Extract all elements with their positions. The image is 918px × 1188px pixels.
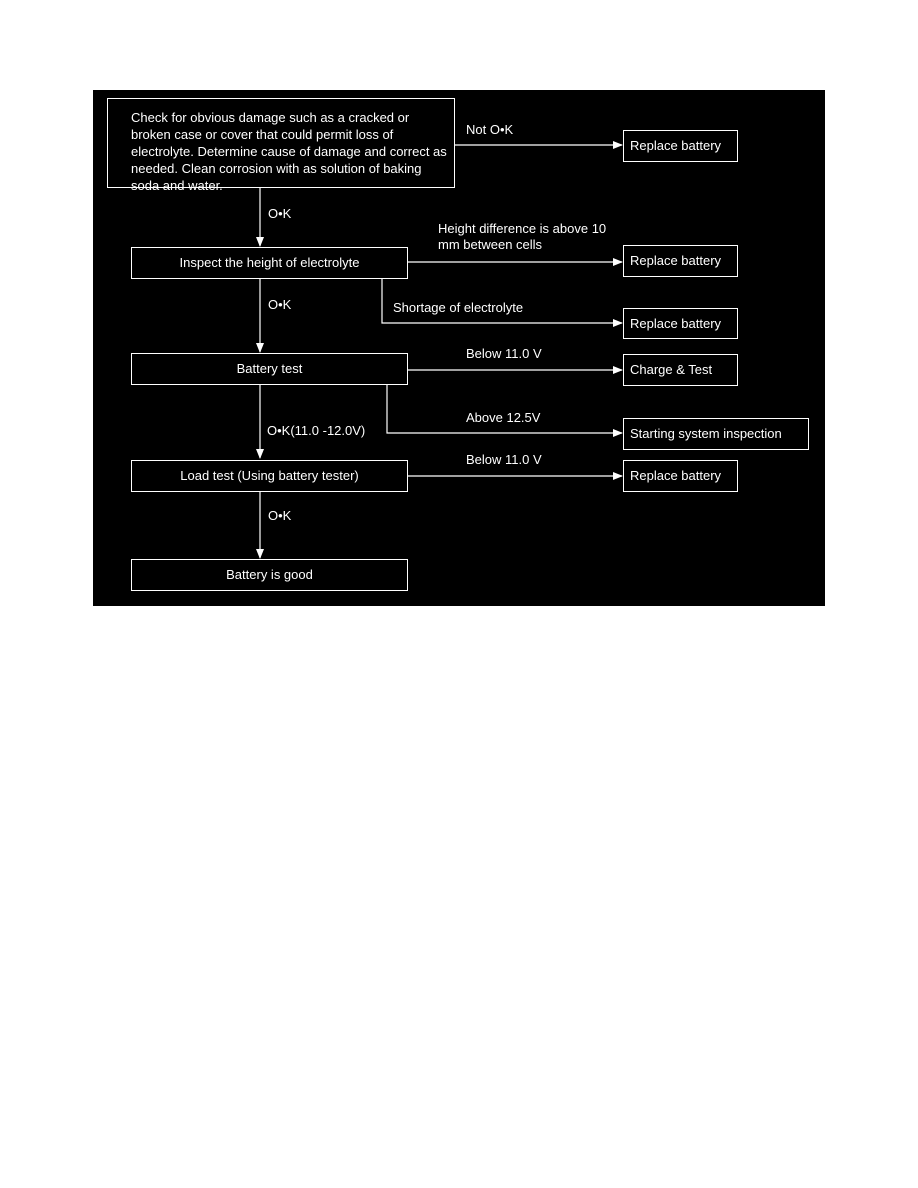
replace-battery-text-4: Replace battery [630,468,722,483]
starting-system-box [623,418,809,450]
load-test-text: Load test (Using battery tester) [180,468,359,483]
charge-test-box [623,354,738,386]
label-below-2: Below 11.0 V [466,452,542,467]
label-not-ok: Not O•K [466,122,514,137]
label-above: Above 12.5V [466,410,541,425]
label-height-difference: Height difference is above 10 mm between cells [438,221,607,252]
replace-battery-text-2: Replace battery [630,253,722,268]
replace-battery-box-3 [623,308,738,339]
battery-good-text: Battery is good [226,567,313,582]
label-ok-3: O•K [268,508,292,523]
replace-battery-text-3: Replace battery [630,315,722,331]
replace-battery-text-1: Replace battery [630,138,722,153]
battery-test-text: Battery test [236,361,303,376]
check-damage-box [107,98,455,193]
check-damage-text: Check for obvious damage such as a cracked or broken case or cover that could permit loss of electrolyte. Determine cause of damage and correct as needed. Clean corrosion with as solution of baking soda and water. [131,110,447,193]
battery-good-box [131,559,408,591]
charge-test-text: Charge & Test [630,362,713,377]
label-ok-1: O•K [268,206,292,221]
replace-battery-box-4 [623,460,738,492]
inspect-electrolyte-box [131,247,408,279]
label-shortage: Shortage of electrolyte [393,300,524,315]
replace-battery-box-1 [623,130,738,162]
battery-inspection-flowchart [93,90,825,606]
label-ok-range: O•K(11.0 -12.0V) [267,423,366,438]
starting-system-text: Starting system inspection [630,426,782,441]
label-below-1: Below 11.0 V [466,346,542,361]
inspect-electrolyte-text: Inspect the height of electrolyte [179,255,360,270]
battery-test-box [131,353,408,385]
label-ok-2: O•K [268,297,292,312]
replace-battery-box-2 [623,245,738,277]
load-test-box [131,460,408,492]
